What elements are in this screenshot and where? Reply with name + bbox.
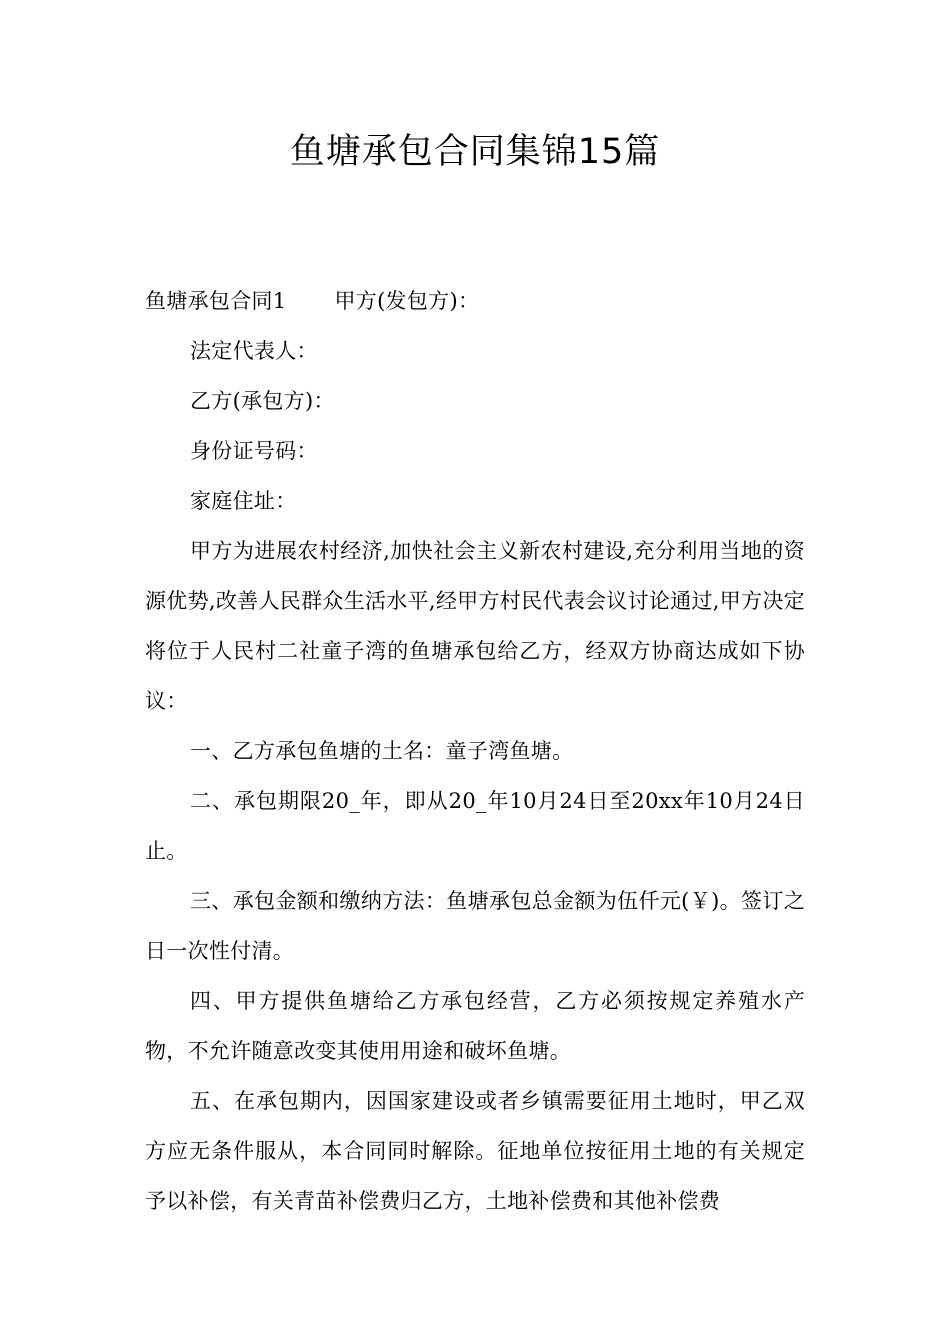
clause-3: 三、承包金额和缴纳方法：鱼塘承包总金额为伍仟元(￥)。签订之日一次性付清。 bbox=[145, 889, 805, 963]
clause-5: 五、在承包期内，因国家建设或者乡镇需要征用土地时，甲乙双方应无条件服从，本合同同时解除。征地单位按征用土地的有关规定予以补偿，有关青苗补偿费归乙方，土地补偿费和其他补偿费 bbox=[145, 1089, 805, 1213]
home-address-label: 家庭住址： bbox=[190, 489, 297, 513]
clause-1: 一、乙方承包鱼塘的土名：童子湾鱼塘。 bbox=[190, 739, 574, 763]
document-title: 鱼塘承包合同集锦15篇 bbox=[289, 132, 661, 172]
party-a-label: 甲方(发包方)： bbox=[334, 289, 480, 313]
preamble-paragraph: 甲方为进展农村经济,加快社会主义新农村建设,充分利用当地的资源优势,改善人民群众生活水平,经甲方村民代表会议讨论通过,甲方决定将位于人民村二社童子湾的鱼塘承包给乙方，经双方协商达成如下协议： bbox=[145, 539, 805, 713]
contract-heading-line bbox=[145, 276, 805, 326]
clause-4: 四、甲方提供鱼塘给乙方承包经营，乙方必须按规定养殖水产物，不允许随意改变其使用用途和破坏鱼塘。 bbox=[145, 989, 805, 1063]
document-body bbox=[145, 276, 805, 1226]
clause-2: 二、承包期限20_年，即从20_年10月24日至20xx年10月24日止。 bbox=[145, 789, 805, 863]
id-number-label: 身份证号码： bbox=[190, 439, 318, 463]
legal-representative-label: 法定代表人： bbox=[190, 339, 318, 363]
party-b-label: 乙方(承包方)： bbox=[190, 389, 335, 413]
contract-number-heading: 鱼塘承包合同1 bbox=[145, 289, 287, 313]
